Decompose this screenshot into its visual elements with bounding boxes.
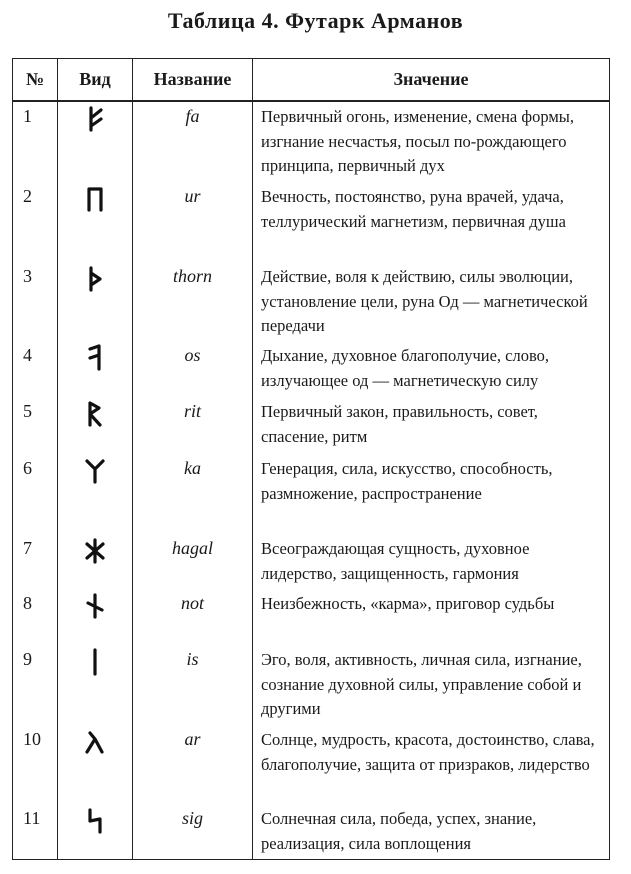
rune-meaning: Генерация, сила, искусство, способность, размножение, распространение [253, 454, 610, 534]
rune-name: rit [133, 397, 253, 454]
thorn-rune-icon [82, 281, 108, 298]
rune-meaning: Солнце, мудрость, красота, достоинство, слава, благополучие, защита от призраков, лидерство [253, 725, 610, 804]
rune-meaning: Дыхание, духовное благополучие, слово, излучающее од — магнетическую силу [253, 341, 610, 397]
rune-meaning: Действие, воля к действию, силы эволюции, установление цели, руна Од — магнетической передачи [253, 262, 610, 341]
rune-meaning: Солнечная сила, победа, успех, знание, реализация, сила воплощения [253, 804, 610, 859]
rune-meaning: Вечность, постоянство, руна врачей, удача, теллурический магнетизм, первичная душа [253, 182, 610, 262]
rune-meaning: Эго, воля, активность, личная сила, изгнание, сознание духовной силы, управление собой и другими [253, 645, 610, 725]
rune-meaning: Первичный огонь, изменение, смена формы, изгнание несчастья, посыл по-рождающего принципа, первичный дух [253, 101, 610, 182]
rune-name: thorn [133, 262, 253, 341]
table-row [13, 725, 610, 804]
row-num: 5 [13, 397, 58, 454]
hagal-rune-icon [82, 553, 108, 570]
table-title: Таблица 4. Футарк Арманов [167, 8, 464, 33]
rune-name: not [133, 589, 253, 645]
rune-meaning: Первичный закон, правильность, совет, спасение, ритм [253, 397, 610, 454]
rune-meaning: Неизбежность, «карма», приговор судьбы [253, 589, 610, 645]
row-num: 6 [13, 454, 58, 534]
row-num: 11 [13, 804, 58, 859]
header-name: Название [133, 59, 253, 102]
rune-name: hagal [133, 534, 253, 589]
rune-name: sig [133, 804, 253, 859]
row-num: 3 [13, 262, 58, 341]
table-row [13, 804, 610, 859]
rune-meaning: Всеограждающая сущность, духовное лидерство, защищенность, гармония [253, 534, 610, 589]
rune-name: ka [133, 454, 253, 534]
ur-rune-icon [82, 201, 108, 218]
table-row [13, 645, 610, 725]
table-row [13, 589, 610, 645]
sig-rune-icon [82, 823, 108, 840]
header-meaning: Значение [253, 59, 610, 102]
table-row [13, 454, 610, 534]
header-glyph: Вид [58, 59, 133, 102]
table-row [13, 262, 610, 341]
row-num: 9 [13, 645, 58, 725]
is-rune-icon [82, 664, 108, 681]
row-num: 4 [13, 341, 58, 397]
row-num: 2 [13, 182, 58, 262]
fa-rune-icon [82, 121, 108, 138]
table-row [13, 101, 610, 182]
row-num: 1 [13, 101, 58, 182]
table-row [13, 534, 610, 589]
table-row [13, 182, 610, 262]
header-row [13, 59, 610, 102]
rune-name: ar [133, 725, 253, 804]
row-num: 7 [13, 534, 58, 589]
rune-name: is [133, 645, 253, 725]
not-rune-icon [82, 608, 108, 625]
table-row [13, 341, 610, 397]
row-num: 8 [13, 589, 58, 645]
ka-rune-icon [82, 473, 108, 490]
os-rune-icon [82, 360, 108, 377]
futhark-table [12, 58, 610, 860]
ar-rune-icon [82, 744, 108, 761]
rune-name: ur [133, 182, 253, 262]
table-row [13, 397, 610, 454]
row-num: 10 [13, 725, 58, 804]
rit-rune-icon [82, 416, 108, 433]
header-num: № [13, 59, 58, 102]
rune-name: fa [133, 101, 253, 182]
rune-name: os [133, 341, 253, 397]
